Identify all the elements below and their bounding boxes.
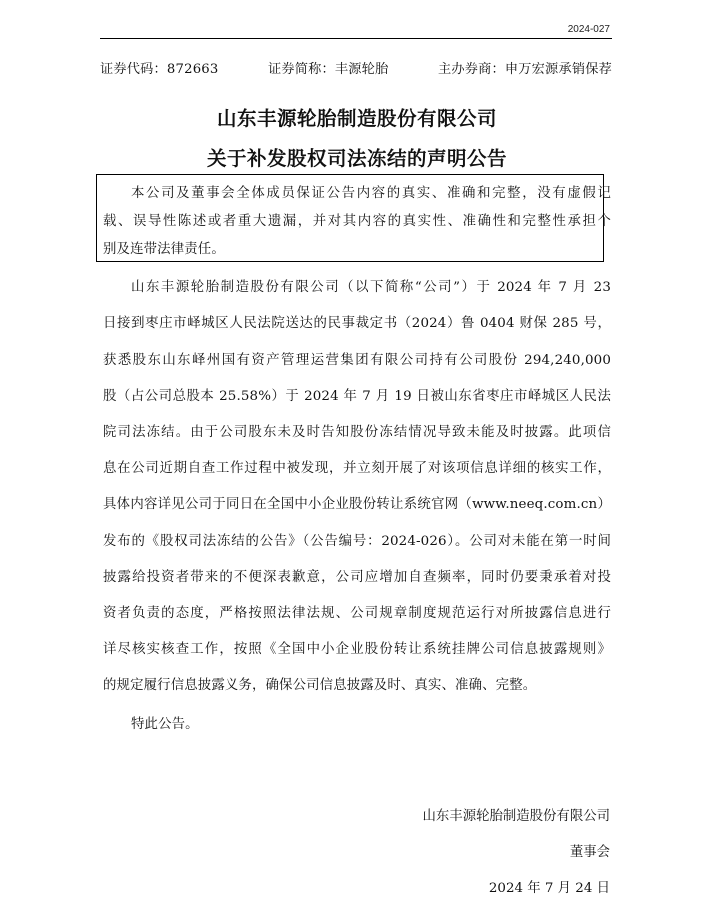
body-line: 获悉股东山东峄州国有资产管理运营集团有限公司持有公司股份 294,240,000 (103, 353, 611, 368)
stock-code: 证券代码：872663 (100, 62, 219, 77)
notice-line: 别及连带法律责任。 (103, 242, 225, 257)
header-rule (100, 38, 612, 39)
body-line: 院司法冻结。由于公司股东未及时告知股份冻结情况导致未能及时披露。此项信 (103, 425, 611, 440)
header-info (100, 58, 612, 77)
body-line: 具体内容详见公司于同日在全国中小企业股份转让系统官网（www.neeq.com.cn） (103, 497, 611, 512)
body-line: 披露给投资者带来的不便深表歉意，公司应增加自查频率，同时仍要秉承着对投 (103, 570, 611, 585)
body-line: 发布的《股权司法冻结的公告》（公告编号：2024-026）。公司对未能在第一时间 (103, 534, 611, 549)
body-line: 股（占公司总股本 25.58%）于 2024 年 7 月 19 日被山东省枣庄市峄城区人民法 (103, 389, 611, 404)
signature-company: 山东丰源轮胎制造股份有限公司 (422, 809, 610, 824)
doc-number: 2024-027 (567, 24, 610, 35)
body-line: 资者负责的态度，严格按照法律法规、公司规章制度规范运行对所披露信息进行 (103, 606, 611, 621)
notice-line: 本公司及董事会全体成员保证公告内容的真实、准确和完整，没有虚假记 (131, 186, 611, 201)
body-line: 的规定履行信息披露义务，确保公司信息披露及时、真实、准确、完整。 (103, 678, 537, 693)
signature-board: 董事会 (569, 845, 610, 860)
signature-date: 2024 年 7 月 24 日 (488, 881, 610, 896)
lead-broker: 主办券商：申万宏源承销保荐 (437, 62, 612, 77)
title-subject: 关于补发股权司法冻结的声明公告 (206, 147, 507, 170)
body-line: 息在公司近期自查工作过程中被发现，并立刻开展了对该项信息详细的核实工作， (103, 461, 611, 476)
title-company: 山东丰源轮胎制造股份有限公司 (216, 107, 497, 130)
notice-line: 载、误导性陈述或者重大遗漏，并对其内容的真实性、准确性和完整性承担个 (103, 214, 611, 229)
closing-line: 特此公告。 (131, 717, 199, 732)
body-line: 日接到枣庄市峄城区人民法院送达的民事裁定书（2024）鲁 0404 财保 285 号， (103, 316, 611, 331)
body-line: 山东丰源轮胎制造股份有限公司（以下简称“公司”）于 2024 年 7 月 23 (131, 280, 611, 295)
body-line: 详尽核实核查工作，按照《全国中小企业股份转让系统挂牌公司信息披露规则》 (103, 642, 611, 657)
stock-short-name: 证券简称：丰源轮胎 (267, 62, 389, 77)
